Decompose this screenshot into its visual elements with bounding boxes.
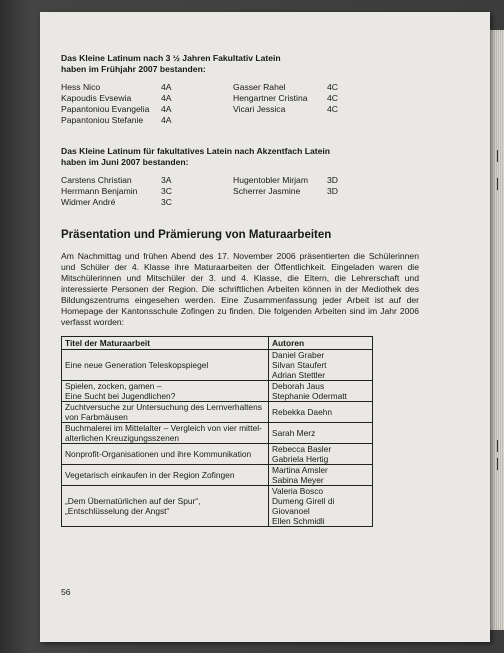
maturaarbeiten-table (61, 336, 373, 527)
student-name: Carstens Christian (61, 175, 132, 185)
table-cell-title (62, 423, 269, 444)
table-cell-authors (269, 402, 373, 423)
section1-list (61, 82, 419, 126)
class-label (327, 115, 357, 126)
class-label: 3D (327, 175, 338, 185)
table-cell-title (62, 486, 269, 527)
title-line: „Entschlüsselung der Angst“ (65, 506, 170, 516)
author-name: Rebecca Basler (272, 444, 332, 454)
student-name: Hess Nico (61, 82, 101, 92)
class-label: 3C (161, 186, 172, 196)
table-cell-authors (269, 486, 373, 527)
author-name: Daniel Graber (272, 350, 325, 360)
table-cell-authors (269, 350, 373, 381)
class-label: 4A (161, 104, 172, 114)
table-cell-title (62, 402, 269, 423)
class-label (327, 197, 357, 208)
section3-title: Präsentation und Prämierung von Maturaarbeiten (61, 229, 332, 241)
edge-mark (497, 178, 503, 190)
title-line: alterlichen Kreuzigungsszenen (65, 433, 180, 443)
section1-heading-line1: Das Kleine Latinum nach 3 ½ Jahren Fakultativ Latein (61, 53, 281, 63)
title-line: Buchmalerei im Mittelalter – Vergleich von vier mittel- (65, 423, 262, 433)
table-row (62, 423, 373, 444)
table-header-authors: Autoren (269, 337, 373, 350)
title-line: Vegetarisch einkaufen in der Region Zofingen (65, 470, 235, 480)
author-name: Silvan Staufert (272, 360, 327, 370)
author-name: Adrian Stettler (272, 370, 326, 380)
table-cell-title (62, 444, 269, 465)
table-cell-title (62, 350, 269, 381)
title-line: Eine Sucht bei Jugendlichen? (65, 391, 176, 401)
table-cell-authors (269, 465, 373, 486)
student-name: Hengartner Cristina (233, 93, 308, 103)
class-label: 4C (327, 104, 338, 114)
author-name: Stephanie Odermatt (272, 391, 347, 401)
title-line: Spielen, zocken, gamen – (65, 381, 162, 391)
student-name: Herrmann Benjamin (61, 186, 138, 196)
section3-paragraph: Am Nachmittag und frühen Abend des 17. November 2006 präsentierten die Schülerinnen und Schüler der 4. Klasse ihre Maturaarbeiten der Öffentlichkeit. Eingeladen waren die Mitschülerinnen und Mitschüler der 3. und 4. Klasse, die Eltern, die Lehrerschaft und interessierte Personen der Region. Die schriftlichen Arbeiten können in der Mediothek des Bildungszentrums eingesehen werden. Eine Zusammenfassung jeder Arbeit ist auf der Homepage der Kantonsschule Zofingen zu finden. Die folgenden Arbeiten sind im Jahr 2006 verfasst worden: (61, 251, 419, 327)
author-name: Dumeng Girell di (272, 496, 335, 506)
table-row (62, 465, 373, 486)
page-content (61, 53, 419, 527)
table-header-title: Titel der Maturaarbeit (62, 337, 269, 350)
student-name: Scherrer Jasmine (233, 186, 301, 196)
title-line: Eine neue Generation Teleskopspiegel (65, 360, 209, 370)
table-row (62, 402, 373, 423)
table-cell-title (62, 381, 269, 402)
class-label: 3A (161, 175, 172, 185)
edge-mark (497, 440, 503, 452)
table-row (62, 350, 373, 381)
table-cell-authors (269, 444, 373, 465)
section2-heading-line1: Das Kleine Latinum für fakultatives Latein nach Akzentfach Latein (61, 146, 331, 156)
student-name: Gasser Rahel (233, 82, 286, 92)
class-label: 4A (161, 115, 172, 125)
author-name: Ellen Schmidli (272, 516, 325, 526)
table-cell-title (62, 465, 269, 486)
class-label: 3C (161, 197, 172, 207)
student-name: Papantoniou Stefanie (61, 115, 144, 125)
student-name (233, 115, 327, 126)
class-label: 4A (161, 82, 172, 92)
title-line: Zuchtversuche zur Untersuchung des Lernverhaltens (65, 402, 262, 412)
table-cell-authors (269, 423, 373, 444)
section1-heading-line2: haben im Frühjahr 2007 bestanden: (61, 64, 206, 74)
title-line: „Dem Übernatürlichen auf der Spur“, (65, 496, 201, 506)
edge-mark (497, 150, 503, 162)
table-row (62, 486, 373, 527)
author-name: Rebekka Daehn (272, 407, 333, 417)
section2-heading (61, 146, 419, 168)
class-label: 3D (327, 186, 338, 196)
section1-heading (61, 53, 419, 75)
author-name: Martina Amsler (272, 465, 328, 475)
title-line: Nonprofit-Organisationen und ihre Kommunikation (65, 449, 252, 459)
table-header-row (62, 337, 373, 350)
student-name: Hugentobler Mirjam (233, 175, 308, 185)
table-row (62, 444, 373, 465)
author-name: Sarah Merz (272, 428, 316, 438)
student-name (233, 197, 327, 208)
author-name: Deborah Jaus (272, 381, 325, 391)
class-label: 4C (327, 93, 338, 103)
class-label: 4C (327, 82, 338, 92)
title-line: von Farbmäusen (65, 412, 128, 422)
class-label: 4A (161, 93, 172, 103)
page-number: 56 (61, 587, 71, 597)
student-name: Kapoudis Evsewia (61, 93, 132, 103)
student-name: Papantoniou Evangelia (61, 104, 150, 114)
table-cell-authors (269, 381, 373, 402)
section2-heading-line2: haben im Juni 2007 bestanden: (61, 157, 189, 167)
edge-mark (497, 458, 503, 470)
table-body (62, 350, 373, 527)
author-name: Giovanoel (272, 506, 310, 516)
section2-list (61, 175, 419, 208)
student-name: Vicari Jessica (233, 104, 286, 114)
author-name: Valeria Bosco (272, 486, 324, 496)
author-name: Gabriela Hertig (272, 454, 329, 464)
table-row (62, 381, 373, 402)
student-name: Widmer André (61, 197, 116, 207)
author-name: Sabina Meyer (272, 475, 324, 485)
